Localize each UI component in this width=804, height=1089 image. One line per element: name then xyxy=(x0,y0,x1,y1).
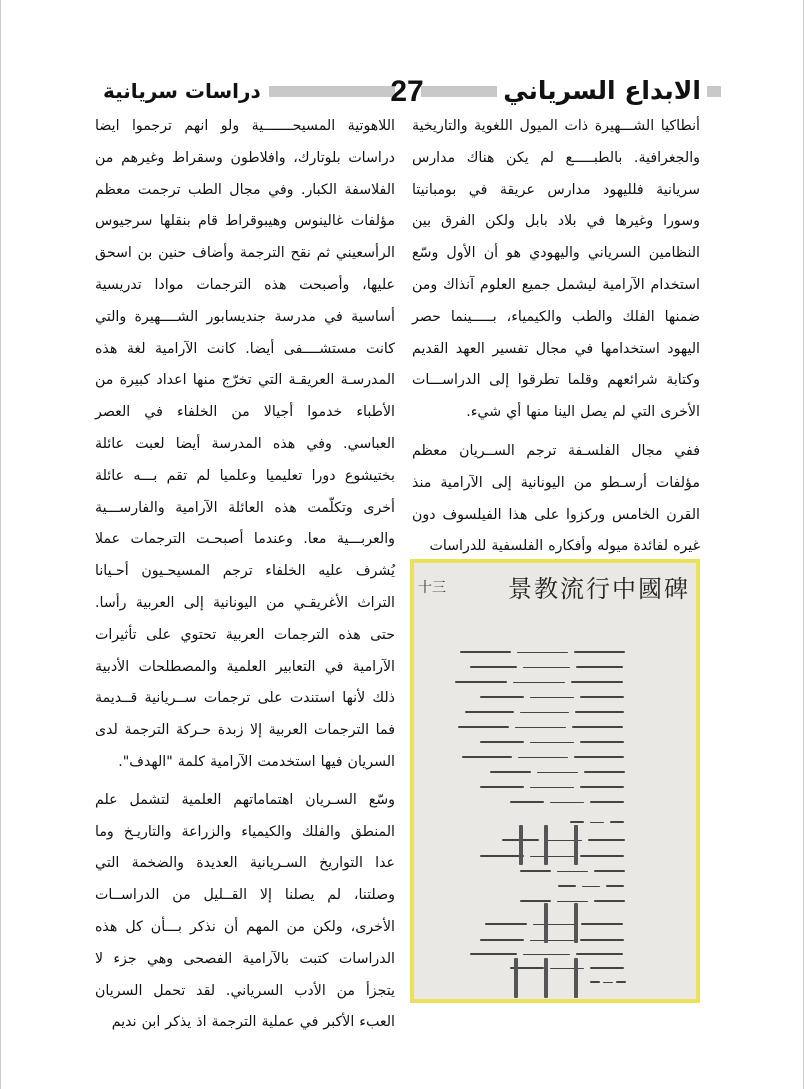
chinese-character-mark xyxy=(574,958,578,998)
inscription-stroke xyxy=(576,666,623,668)
inscription-stroke xyxy=(513,682,565,683)
inscription-stroke xyxy=(590,981,600,983)
inscription-stroke xyxy=(515,727,566,728)
inscription-stroke xyxy=(584,771,625,773)
inscription-stroke xyxy=(510,801,544,803)
figure-chinese-title: 景教流行中國碑 xyxy=(508,575,690,603)
inscription-stroke xyxy=(557,871,588,872)
inscription-stroke xyxy=(557,901,588,902)
magazine-title: الابداع السرياني xyxy=(497,74,707,108)
inscription-stroke xyxy=(580,696,624,698)
inscription-stroke xyxy=(480,696,524,698)
inscription-stroke xyxy=(581,923,623,925)
inscription-stroke xyxy=(465,711,514,713)
inscription-stroke xyxy=(523,954,570,955)
article-column-left xyxy=(95,111,395,1039)
inscription-stroke xyxy=(533,924,575,925)
inscription-stroke xyxy=(530,742,574,743)
inscription-stroke xyxy=(470,666,517,668)
article-column-right xyxy=(412,111,700,563)
chinese-character-mark xyxy=(519,825,523,865)
inscription-stroke xyxy=(520,900,551,902)
inscription-stroke xyxy=(606,885,624,887)
inscription-stroke xyxy=(480,741,524,743)
figure-number: 十三 xyxy=(418,580,446,596)
chinese-character-mark xyxy=(574,903,578,943)
inscription-stroke xyxy=(590,967,624,969)
chinese-character-mark xyxy=(544,903,548,943)
inscription-stroke xyxy=(580,786,624,788)
inscription-stroke xyxy=(530,856,574,857)
inscription-stroke xyxy=(594,900,625,902)
paragraph: وسّع السـريان اهتماماتهم العلمية لتشمل علم المنطق والفلك والكيمياء والزراعة والتاريـخ وما عدا التواريخ السـريانية العديدة والضخمة التي وصلتنا، لم يصلنا إلا القــليل من الدراســات الأخرى، ولكن من المهم أن نذكر بـــأن كل هذه الدراسات كتبت بالآرامية الفصحى وهي جزء لا يتجزأ من الأدب السرياني. لقد تحمل السريان العبء الأكبر في عملية الترجمة اذ يذكر ابن نديم xyxy=(95,791,395,1031)
chinese-character-mark xyxy=(544,825,548,865)
inscription-stroke xyxy=(580,741,624,743)
stele-inscription-image xyxy=(410,559,700,1003)
inscription-stroke xyxy=(574,756,624,758)
paragraph: اللاهوتية المسيحـــــــية ولو انهم ترجموا ايضا دراسات بلوتارك، وافلاطون وسقراط وغيرهم من الفلاسفة الكبار. وفي مجال الطب ترجمت معظم مؤلفات غالينوس وهيبوقراط قام بنقلها سرجيوس الرأسعيني ثم نقح الترجمة وأضاف حنين بن اسحق عليها، وأصبحت هذه الترجمات موادا تدريسية أساسية في مدرسة جنديسابور الشــــهيرة والتي كانت مستشــــفى أيضا. كانت الآرامية لغة هذه المدرسـة العريقـة التي تخرّج منها اعداد كبيرة من الأطباء خدموا أجيالا من الخلفاء في العصر العباسي. وفي هذه المدرسة أيضا لعبت عائلة بختيشوع دورا تعليميا وعلميا لم تقم بـــه عائلة أخرى وتكلّمت هذه العائلة الآرامية والفارســـية والعربـــية معا. وعندما أصبحـت الترجمات عملا يُشرف عليه الخلفاء ترجم المسيحـيون أحـيانا التراث الأغريقـي من اليونانية إلى العربية رأسا. حتى هذه الترجمات العربية تحتوي على تأثيرات الآرامية في التعابير العلمية والمصطلحات الأدبية ذلك لأنها استندت على ترجمات ســريانية قــديمة فما الترجمات العربية إلا زبدة حـركة الترجمة لدى السريان فيها استخدمت الآرامية كلمة "الهدف". xyxy=(95,118,395,770)
chinese-character-mark xyxy=(574,825,578,865)
inscription-stroke xyxy=(523,667,570,668)
inscription-stroke xyxy=(550,802,584,803)
inscription-stroke xyxy=(603,982,613,983)
inscription-stroke xyxy=(571,681,623,683)
inscription-stroke xyxy=(594,870,625,872)
inscription-stroke xyxy=(582,886,600,887)
inscription-stroke xyxy=(520,712,569,713)
paragraph: أنطاكيا الشـــهيرة ذات الميول اللغوية والتاريخية والجغرافية. بالطبـــــع لم يكن هناك مدارس سريانية فلليهود مدارس عريقة في بومبانيتا وسورا وغيرها في بلاد بابل ولكن الفرق بين النظامين السرياني واليهودي هو أن الأول وسّع استخدام الآرامية ليشمل جميع العلوم آنذاك ومن ضمنها الفلك والطب والكيمياء، بـــــينما حصر اليهود استخدامها في مجال تفسير العهد القديم وكتابة شرائعهم وقلما تطرقوا إلى الدراســـات الأخرى التي لم يصل الينا منها أي شيء. xyxy=(412,118,700,421)
page-number: 27 xyxy=(390,75,424,108)
inscription-stroke xyxy=(537,772,578,773)
inscription-stroke xyxy=(480,786,524,788)
inscription-stroke xyxy=(590,822,604,823)
syriac-inscription-lines xyxy=(424,581,688,989)
inscription-stroke xyxy=(572,726,623,728)
inscription-stroke xyxy=(530,787,574,788)
inscription-stroke xyxy=(480,939,524,941)
inscription-stroke xyxy=(574,651,625,653)
inscription-stroke xyxy=(490,771,531,773)
inscription-stroke xyxy=(460,651,511,653)
inscription-stroke xyxy=(570,821,584,823)
inscription-stroke xyxy=(517,652,568,653)
inscription-stroke xyxy=(558,885,576,887)
inscription-stroke xyxy=(530,697,574,698)
inscription-stroke xyxy=(485,923,527,925)
inscription-stroke xyxy=(580,939,624,941)
inscription-stroke xyxy=(575,711,624,713)
inscription-stroke xyxy=(518,757,568,758)
inscription-stroke xyxy=(470,953,517,955)
inscription-stroke xyxy=(610,821,624,823)
section-title: دراسات سريانية xyxy=(95,76,269,106)
chinese-character-mark xyxy=(544,958,548,998)
inscription-stroke xyxy=(550,968,584,969)
inscription-stroke xyxy=(576,953,623,955)
chinese-character-mark xyxy=(514,958,518,998)
inscription-stroke xyxy=(616,981,626,983)
inscription-stroke xyxy=(458,726,509,728)
inscription-stroke xyxy=(530,940,574,941)
inscription-stroke xyxy=(480,855,524,857)
inscription-stroke xyxy=(462,756,512,758)
inscription-stroke xyxy=(455,681,507,683)
inscription-stroke xyxy=(520,870,551,872)
inscription-stroke xyxy=(590,801,624,803)
paragraph: ففي مجال الفلسـفة ترجم الســريان معظم مؤلفات أرسـطو من اليونانية إلى الآرامية منذ القرن الخامس وركزوا على هذا الفيلسوف دون غيره لفائدة ميوله وأفكاره الفلسفية للدراسات xyxy=(412,442,700,555)
inscription-stroke xyxy=(588,839,625,841)
inscription-stroke xyxy=(580,855,624,857)
